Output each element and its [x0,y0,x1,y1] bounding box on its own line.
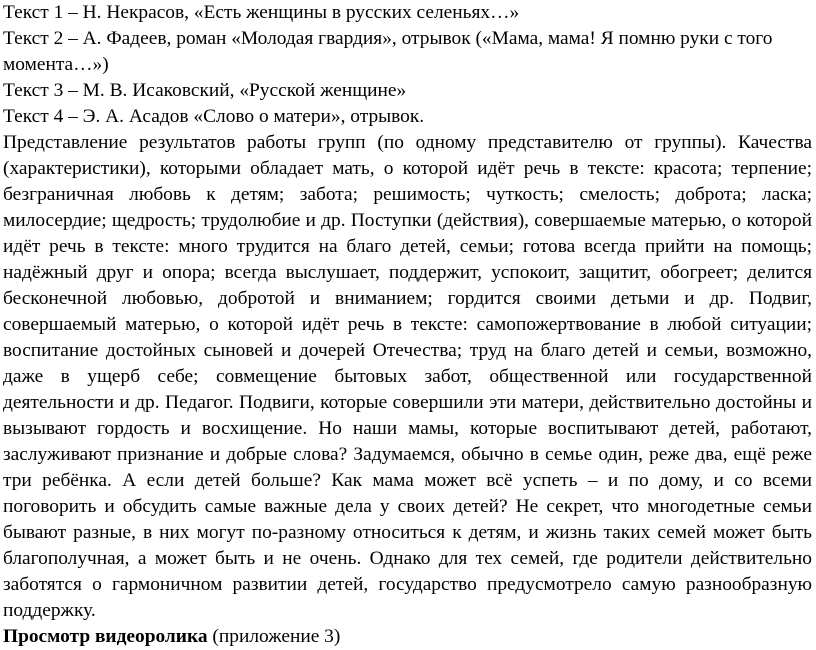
paragraph-line: даже в ущерб себе; совмещение бытовых забот, общественной или государственной [3,366,812,387]
paragraph-line: надёжный друг и опора; всегда выслушает, поддержит, успокоит, защитит, обогреет; делится [3,262,812,283]
results-paragraph [3,130,812,624]
text-2-line: Текст 2 – А. Фадеев, роман «Молодая гвардия», отрывок («Мама, мама! Я помню руки с того [3,28,773,49]
paragraph-line: благополучная, а может быть и не очень. Однако для тех семей, где родители действительно [3,548,812,569]
text-2-continuation: момента…») [3,54,109,75]
paragraph-line: милосердие; щедрость; трудолюбие и др. Поступки (действия), совершаемые матерью, о которой [3,210,812,231]
paragraph-line: (характеристики), которыми обладает мать, о которой идёт речь в тексте: красота; терпение; [3,158,812,179]
paragraph-line: заботятся о гармоничном развитии детей, государство предусмотрело самую разнообразную [3,574,812,595]
paragraph-line: воспитание достойных сыновей и дочерей Отечества; труд на благо детей и семьи, возможно, [3,340,812,361]
paragraph-line: совершаемый матерью, о которой идёт речь в тексте: самопожертвование в любой ситуации; [3,314,812,335]
paragraph-line: вызывают гордость и восхищение. Но наши мамы, которые воспитывают детей, работают, [3,418,812,439]
paragraph-line: деятельности и др. Педагог. Подвиги, которые совершили эти матери, действительно достойны и [3,392,812,413]
text-4-line: Текст 4 – Э. А. Асадов «Слово о матери», отрывок. [3,106,425,127]
video-heading [3,624,812,650]
paragraph-line: идёт речь в тексте: много трудится на благо детей, семьи; готова всегда прийти на помощь; [3,236,812,257]
paragraph-line: Представление результатов работы групп (по одному представителю от группы). Качества [3,132,812,153]
paragraph-line: бывают разные, в них могут по-разному относиться к детям, и жизнь таких семей может быть [3,522,812,543]
paragraph-line: три ребёнка. А если детей больше? Как мама может всё успеть – и по дому, и со всеми [3,470,812,491]
text-3-line: Текст 3 – М. В. Исаковский, «Русской женщине» [3,80,407,101]
paragraph-line: бесконечной любовью, добротой и вниманием; гордится своими детьми и др. Подвиг, [3,288,812,309]
paragraph-line: заслуживают признание и добрые слова? Задумаемся, обычно в семье один, реже два, ещё реже [3,444,812,465]
text-1-line: Текст 1 – Н. Некрасов, «Есть женщины в русских селеньях…» [3,2,520,23]
video-heading-bold: Просмотр видеоролика [3,626,208,647]
paragraph-line: поговорить и обсудить самые важные дела у своих детей? Не секрет, что многодетные семьи [3,496,812,517]
video-heading-rest: (приложение 3) [207,626,341,647]
paragraph-line: безграничная любовь к детям; забота; решимость; чуткость; смелость; доброта; ласка; [3,184,812,205]
paragraph-last-line: поддержку. [3,600,96,621]
